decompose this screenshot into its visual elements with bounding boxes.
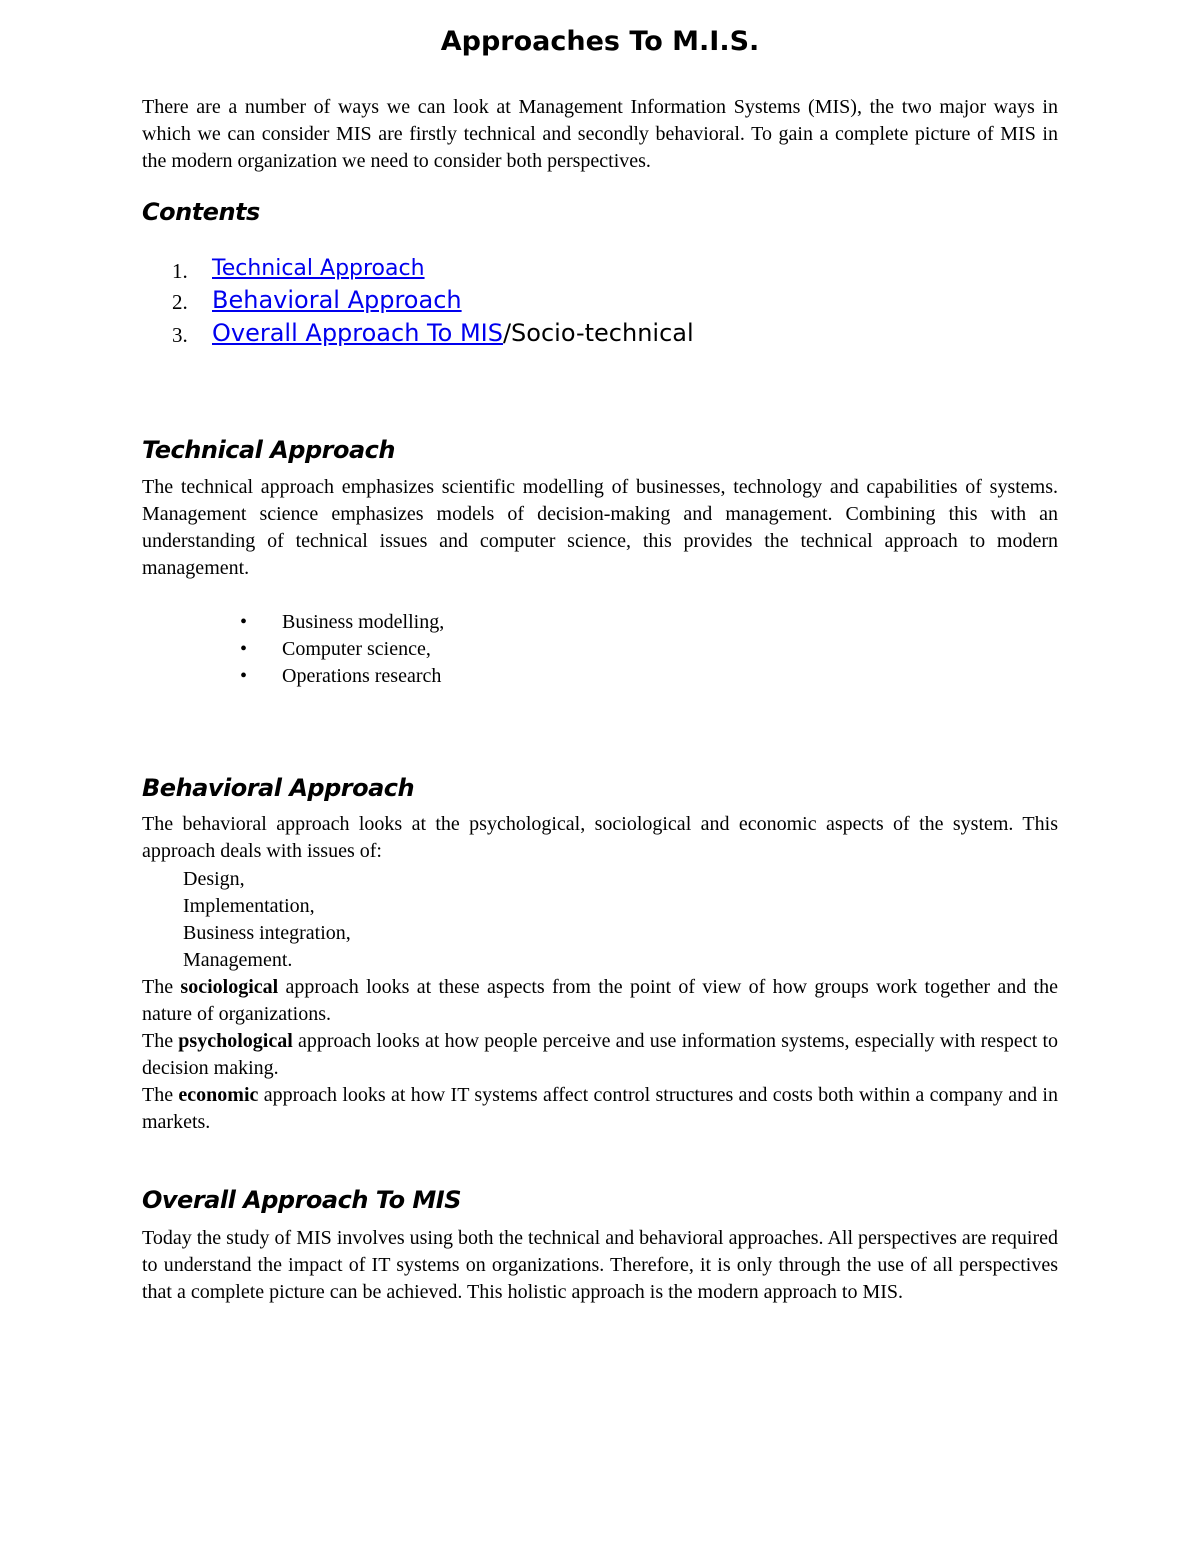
toc-item-suffix: /Socio-technical (502, 319, 694, 347)
psychological-term: psychological (178, 1030, 293, 1052)
toc-link-technical-approach[interactable]: Technical Approach (212, 256, 425, 281)
page-title: Approaches To M.I.S. (440, 26, 760, 57)
technical-approach-paragraph: The technical approach emphasizes scientific modelling of businesses, technology and capabilities of systems. Management science emphasizes models of decision-making and management. Combining this with an understanding of technical issues and computer science, this provides the technical approach to modern management. (142, 476, 1058, 579)
economic-term: economic (178, 1084, 259, 1106)
intro-paragraph: There are a number of ways we can look at Management Information Systems (MIS), the two major ways in which we can consider MIS are firstly technical and secondly behavioral. To gain a complete picture of MIS in the modern organization we need to consider both perspectives. (142, 96, 1058, 172)
toc-number: 1. (172, 259, 188, 283)
issue-item-management: Management. (183, 949, 293, 971)
economic-paragraph: The economic approach looks at how IT systems affect control structures and costs both within a company and in markets. (142, 1084, 1058, 1133)
sociological-term: sociological (180, 976, 279, 998)
overall-approach-paragraph: Today the study of MIS involves using both the technical and behavioral approaches. All perspectives are required to understand the impact of IT systems on organizations. Therefore, it is only through the use of all perspectives that a complete picture can be achieved. This holistic approach is the modern approach to MIS. (142, 1227, 1058, 1303)
psychological-paragraph: The psychological approach looks at how people perceive and use information systems, especially with respect to decision making. (142, 1030, 1058, 1079)
issue-item-business-integration: Business integration, (183, 922, 351, 944)
toc-number: 2. (172, 290, 188, 314)
toc-link-behavioral-approach[interactable]: Behavioral Approach (212, 286, 462, 314)
toc-link-overall-approach[interactable]: Overall Approach To MIS (212, 319, 503, 347)
document-page: Approaches To M.I.S. There are a number of ways we can look at Management Information Systems (MIS), the two major ways in which we can consider MIS are firstly technical and secondly behavioral. To gain a complete picture of MIS in the modern organization we need to consider both perspectives. Contents 1. Technical Approach 2. Behavioral Approach 3. Overall Approach To MIS/Socio-technical Technical Approach The technical approach emphasizes scientific modelling of businesses, technology and capabilities of systems. Management science emphasizes models of decision-making and management. Combining this with an understanding of technical issues and computer science, this provides the technical approach to modern management. • Business modelling, • Computer science, • Operations research Behavioral Approach The behavioral approach looks at the psychological, sociological and economic aspects of the system. This approach deals with issues of: Design, Implementation, Business integration, Management. The sociological approach looks at these aspects from the point of view of how groups work together and the nature of organizations. The psychological approach looks at how people perceive and use information systems, especially with respect to decision making. The economic approach looks at how IT systems affect control structures and costs both within a company and in markets. Overall Approach To MIS Today the study of MIS involves using both the technical and behavioral approaches. All perspectives are required to understand the impact of IT systems on organizations. Therefore, it is only through the use of all perspectives that a complete picture can be achieved. This holistic approach is the modern approach to MIS. (0, 0, 1200, 1553)
issue-item-design: Design, (183, 868, 245, 890)
behavioral-approach-paragraph: The behavioral approach looks at the psychological, sociological and economic aspects of the system. This approach deals with issues of: (142, 813, 1058, 862)
overall-approach-heading: Overall Approach To MIS (142, 1186, 462, 1214)
sociological-paragraph: The sociological approach looks at these aspects from the point of view of how groups work together and the nature of organizations. (142, 976, 1058, 1025)
behavioral-approach-heading: Behavioral Approach (142, 774, 415, 802)
technical-approach-heading: Technical Approach (142, 436, 395, 464)
issue-item-implementation: Implementation, (183, 895, 315, 917)
contents-heading: Contents (142, 198, 260, 226)
toc-number: 3. (172, 323, 188, 347)
